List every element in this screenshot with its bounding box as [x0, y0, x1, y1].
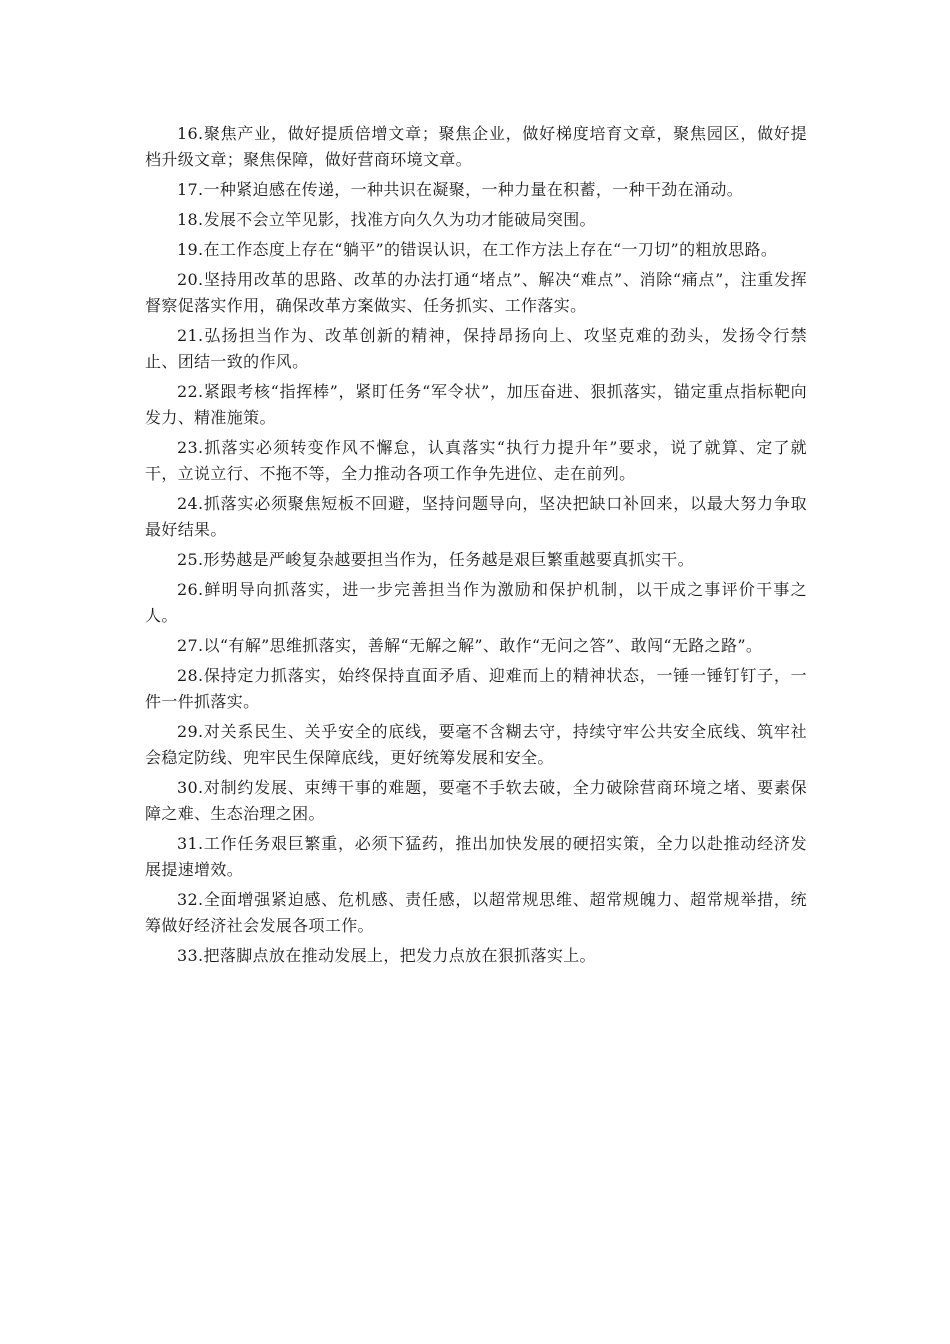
paragraph-25: 25.形势越是严峻复杂越要担当作为，任务越是艰巨繁重越要真抓实干。: [177, 550, 694, 569]
paragraph-30: 30.对制约发展、束缚干事的难题，要毫不手软去破，全力破除营商环境之堵、要素保障之难、生态治理之困。: [145, 778, 807, 823]
paragraph-18: 18.发展不会立竿见影，找准方向久久为功才能破局突围。: [177, 210, 596, 229]
paragraph-20: 20.坚持用改革的思路、改革的办法打通“堵点”、解决“难点”、消除“痛点”，注重发挥督察促落实作用，确保改革方案做实、任务抓实、工作落实。: [145, 270, 807, 315]
document-body: [145, 121, 807, 973]
paragraph-26: 26.鲜明导向抓落实，进一步完善担当作为激励和保护机制，以干成之事评价干事之人。: [145, 580, 807, 625]
paragraph-27: 27.以“有解”思维抓落实，善解“无解之解”、敢作“无问之答”、敢闯“无路之路”。: [177, 636, 763, 655]
paragraph-22: 22.紧跟考核“指挥棒”，紧盯任务“军令状”，加压奋进、狠抓落实，锚定重点指标靶向发力、精准施策。: [145, 382, 807, 427]
paragraph-19: 19.在工作态度上存在“躺平”的错误认识，在工作方法上存在“一刀切”的粗放思路。: [177, 240, 778, 259]
paragraph-33: 33.把落脚点放在推动发展上，把发力点放在狠抓落实上。: [177, 946, 596, 965]
paragraph-21: 21.弘扬担当作为、改革创新的精神，保持昂扬向上、攻坚克难的劲头，发扬令行禁止、团结一致的作风。: [145, 326, 807, 371]
paragraph-31: 31.工作任务艰巨繁重，必须下猛药，推出加快发展的硬招实策，全力以赴推动经济发展提速增效。: [145, 834, 807, 879]
paragraph-28: 28.保持定力抓落实，始终保持直面矛盾、迎难而上的精神状态，一锤一锤钉钉子，一件一件抓落实。: [145, 666, 807, 711]
paragraph-16: 16.聚焦产业，做好提质倍增文章；聚焦企业，做好梯度培育文章，聚焦园区，做好提档升级文章；聚焦保障，做好营商环境文章。: [145, 124, 807, 169]
paragraph-32: 32.全面增强紧迫感、危机感、责任感，以超常规思维、超常规魄力、超常规举措，统筹做好经济社会发展各项工作。: [145, 890, 807, 935]
paragraph-24: 24.抓落实必须聚焦短板不回避，坚持问题导向，坚决把缺口补回来，以最大努力争取最好结果。: [145, 494, 807, 539]
paragraph-23: 23.抓落实必须转变作风不懈怠，认真落实“执行力提升年”要求，说了就算、定了就干，立说立行、不拖不等，全力推动各项工作争先进位、走在前列。: [145, 438, 807, 483]
paragraph-29: 29.对关系民生、关乎安全的底线，要毫不含糊去守，持续守牢公共安全底线、筑牢社会稳定防线、兜牢民生保障底线，更好统筹发展和安全。: [145, 722, 807, 767]
paragraph-17: 17.一种紧迫感在传递，一种共识在凝聚，一种力量在积蓄，一种干劲在涌动。: [177, 180, 744, 199]
